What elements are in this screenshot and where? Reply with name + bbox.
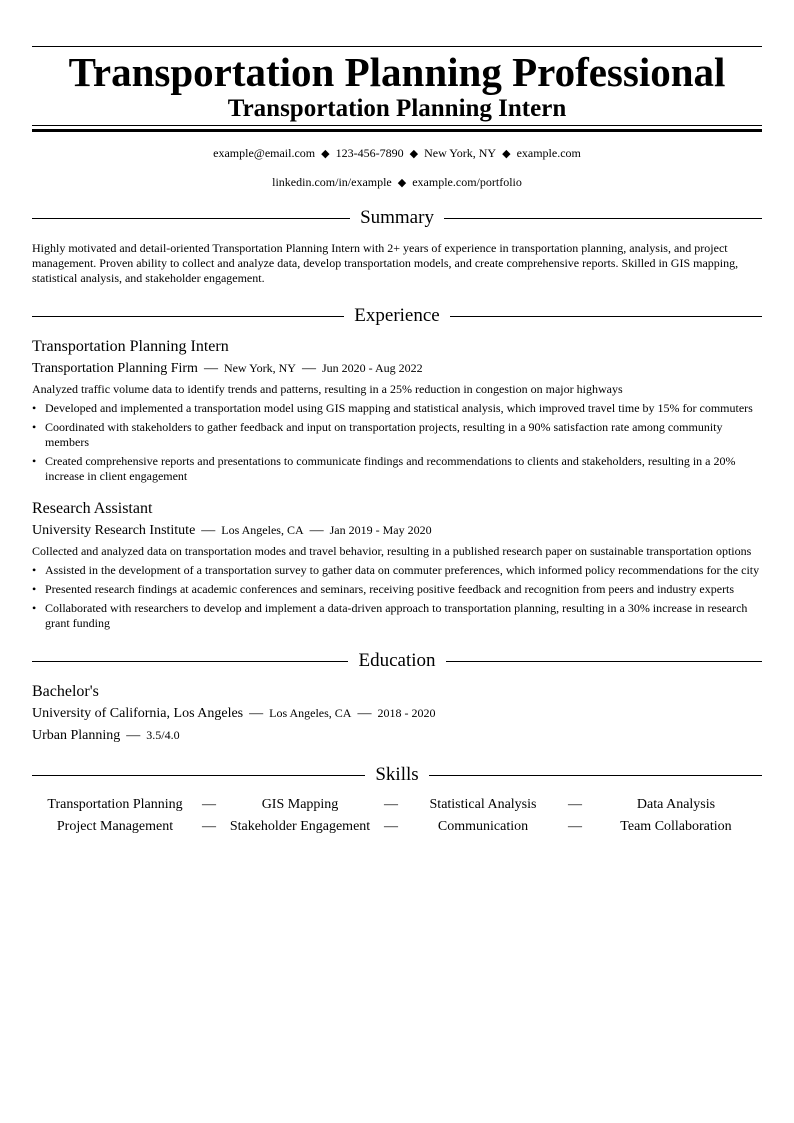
bullet-icon: • [32, 582, 37, 596]
job-bullets [32, 563, 762, 631]
skills-heading-label: Skills [375, 764, 419, 785]
list-item [32, 401, 762, 416]
list-item [32, 601, 762, 631]
header-double-rule [32, 125, 762, 132]
experience-heading [32, 304, 762, 328]
bullet-text: Developed and implemented a transportation model using GIS mapping and statistical analysis, which improved travel time by 15% for commuters [45, 401, 753, 415]
job-meta [32, 520, 762, 541]
skill-item: Transportation Planning [47, 797, 183, 812]
job-dates: Jan 2019 - May 2020 [329, 523, 432, 537]
skills-heading [32, 763, 762, 787]
page-subtitle: Transportation Planning Intern [227, 95, 567, 122]
bullet-text: Presented research findings at academic conferences and seminars, receiving positive feedback and recognition from peers and industry experts [45, 582, 735, 596]
diamond-icon: ◆ [321, 148, 330, 160]
contact-phone[interactable]: 123-456-7890 [335, 146, 404, 160]
job-location: Los Angeles, CA [221, 523, 304, 537]
skill-item: Statistical Analysis [429, 797, 537, 812]
bullet-text: Created comprehensive reports and presentations to communicate findings and recommendations to clients and stakeholders, resulting in a 20% increase in client engagement [45, 454, 736, 483]
experience-heading-label: Experience [354, 305, 440, 326]
dash-separator: — [202, 819, 216, 834]
job-title: Transportation Planning Intern [32, 338, 229, 355]
dash-separator: — [384, 797, 398, 812]
contact-website[interactable]: example.com [516, 146, 581, 160]
summary-text: Highly motivated and detail-oriented Transportation Planning Intern with 2+ years of experience in transportation planning, analysis, and project management. Proven ability to collect and analyze data, develop transportation models, and create comprehensive reports. Skilled in GIS mapping, statistical analysis, and stakeholder engagement. [32, 241, 739, 285]
job-description: Analyzed traffic volume data to identify trends and patterns, resulting in a 25% reduction in congestion on major highways [32, 382, 623, 396]
skill-item: Communication [437, 819, 529, 834]
contact-location: New York, NY [424, 146, 497, 160]
dash-separator: — [201, 523, 216, 538]
education-field-row [32, 725, 762, 746]
job-dates: Jun 2020 - Aug 2022 [321, 361, 423, 375]
contact-line-2 [32, 168, 762, 197]
experience-entry [32, 498, 762, 631]
bullet-text: Coordinated with stakeholders to gather feedback and input on transportation projects, resulting in a 90% satisfaction rate among community members [45, 420, 723, 449]
diamond-icon: ◆ [502, 148, 511, 160]
contact-linkedin[interactable]: linkedin.com/in/example [272, 175, 392, 189]
bullet-icon: • [32, 420, 37, 434]
job-title: Research Assistant [32, 500, 153, 517]
list-item [32, 563, 762, 578]
bullet-icon: • [32, 401, 37, 415]
list-item [32, 582, 762, 597]
contact-portfolio[interactable]: example.com/portfolio [412, 175, 522, 189]
bullet-text: Assisted in the development of a transportation survey to gather data on commuter preferences, which informed policy recommendations for the city [45, 563, 760, 577]
gpa: 3.5/4.0 [146, 728, 180, 742]
dash-separator: — [568, 797, 582, 812]
diamond-icon: ◆ [409, 148, 419, 160]
degree: Bachelor's [32, 683, 99, 700]
dash-separator: — [357, 706, 372, 721]
dash-separator: — [384, 819, 398, 834]
top-rule [32, 46, 762, 47]
skill-item: GIS Mapping [261, 797, 339, 812]
summary-heading-label: Summary [360, 207, 434, 228]
resume-page [32, 0, 762, 837]
dash-separator: — [568, 819, 582, 834]
job-org: Transportation Planning Firm [32, 361, 198, 376]
school-location: Los Angeles, CA [269, 706, 352, 720]
skill-item: Data Analysis [636, 797, 716, 812]
list-item [32, 454, 762, 484]
skill-item: Stakeholder Engagement [229, 819, 371, 834]
bullet-icon: • [32, 454, 37, 468]
job-location: New York, NY [223, 361, 296, 375]
education-dates: 2018 - 2020 [377, 706, 436, 720]
dash-separator: — [309, 523, 324, 538]
skill-item: Team Collaboration [620, 819, 732, 834]
dash-separator: — [203, 361, 218, 376]
bullet-icon: • [32, 601, 37, 615]
skills-grid [32, 795, 762, 837]
summary-heading [32, 206, 762, 230]
dash-separator: — [126, 728, 141, 743]
bullet-icon: • [32, 563, 37, 577]
education-heading [32, 649, 762, 673]
dash-separator: — [202, 797, 216, 812]
contact-email[interactable]: example@email.com [213, 146, 316, 160]
contact-line-1 [32, 139, 762, 168]
field-of-study: Urban Planning [32, 728, 121, 743]
education-meta [32, 703, 762, 724]
job-description: Collected and analyzed data on transportation modes and travel behavior, resulting in a published research paper on sustainable transportation options [32, 544, 752, 558]
job-meta [32, 358, 762, 379]
experience-entry [32, 336, 762, 484]
skill-item: Project Management [56, 819, 174, 834]
dash-separator: — [301, 361, 316, 376]
job-bullets [32, 401, 762, 484]
list-item [32, 420, 762, 450]
job-org: University Research Institute [32, 523, 196, 538]
dash-separator: — [249, 706, 264, 721]
bullet-text: Collaborated with researchers to develop and implement a data-driven approach to transportation planning, resulting in a 30% increase in research grant funding [45, 601, 748, 630]
diamond-icon: ◆ [397, 177, 407, 189]
school-name: University of California, Los Angeles [32, 706, 244, 721]
page-title: Transportation Planning Professional [68, 49, 726, 95]
education-heading-label: Education [358, 650, 436, 671]
education-entry [32, 681, 762, 746]
